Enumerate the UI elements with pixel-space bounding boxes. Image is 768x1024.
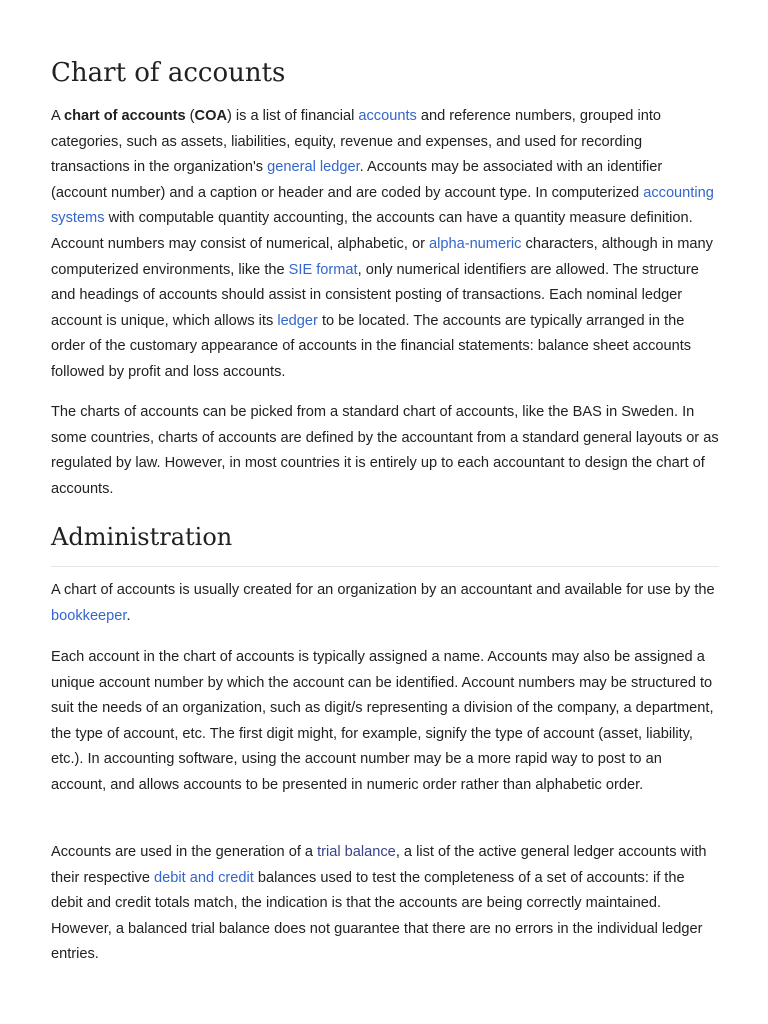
text-run: with computable quantity accounting, the accounts can have a quantity measure definition. Account numbers may consist of numerical, alphabetic, or xyxy=(51,210,693,252)
link-accounts[interactable]: accounts xyxy=(358,108,417,124)
text-run: A xyxy=(51,108,64,124)
text-run: A chart of accounts is usually created for an organization by an accountant and available for use by the xyxy=(51,582,715,598)
paragraph-bas: The charts of accounts can be picked from a standard chart of accounts, like the BAS in Sweden. In some countries, charts of accounts are defined by the accountant from a standard general layouts or as regulated by law. However, in most countries it is entirely up to each accountant to design the chart of accounts. xyxy=(51,404,719,497)
text-run: and reference numbers, grouped into categories, such as assets, liabilities, equity, revenue and expenses, and used for recording transactions in the organization's xyxy=(51,108,662,176)
link-general-ledger[interactable]: general ledger xyxy=(267,159,360,176)
text-run: ) is a list of financial xyxy=(226,108,359,124)
link-alpha-numeric[interactable]: alpha-numeric xyxy=(429,235,522,252)
text-run: . Accounts may be associated with an identifier (account number) and a caption or header and are coded by account type. In computerized xyxy=(51,159,663,201)
text-run: to be located. The accounts are typically arranged in the order of the customary appearance of accounts in the financial statements: balance sheet accounts followed by profit and loss accounts. xyxy=(51,312,692,380)
section-divider xyxy=(51,566,719,567)
text-run: Accounts are used in the generation of a xyxy=(51,844,318,860)
page-title: Chart of accounts xyxy=(51,58,286,88)
link-bookkeeper[interactable]: bookkeeper xyxy=(51,607,127,624)
link-trial-balance[interactable]: trial balance xyxy=(317,844,396,860)
paragraph-admin-2: Each account in the chart of accounts is typically assigned a name. Accounts may also be assigned a unique account number by which the account can be identified. Account numbers may be structured to suit the needs of an organization, such as digit/s representing a division of the company, a department, the type of account, etc. The first digit might, for example, signify the type of account (asset, liability, etc.). In accounting software, using the account number may be a more rapid way to post to an account, and allows accounts to be presented in numeric order rather than alphabetic order. xyxy=(51,649,714,793)
text-run: . xyxy=(126,607,131,624)
paragraph-admin-1 xyxy=(51,578,719,629)
link-sie-format[interactable]: SIE format xyxy=(288,261,358,278)
term-coa: COA xyxy=(194,108,227,124)
link-accounting-systems[interactable]: accounting systems xyxy=(51,184,714,227)
text-run: characters, although in many computerized environments, like the xyxy=(51,235,713,278)
link-ledger[interactable]: ledger xyxy=(277,312,318,329)
text-run: balances used to test the completeness of a set of accounts: if the debit and credit totals match, the indication is that the accounts are being correctly maintained. However, a balanced trial balance does not guarantee that there are no errors in the individual ledger entries. xyxy=(51,869,703,963)
text-run: , only numerical identifiers are allowed. The structure and headings of accounts should assist in consistent posting of transactions. Each nominal ledger account is unique, which allows its xyxy=(51,261,699,329)
text-run: , a list of the active general ledger accounts with their respective xyxy=(51,844,707,886)
term-chart-of-accounts: chart of accounts xyxy=(63,108,186,124)
link-debit-and-credit[interactable]: debit and credit xyxy=(154,869,254,886)
intro-paragraph xyxy=(51,104,719,386)
section-heading-administration: Administration xyxy=(51,523,233,551)
text-run: ( xyxy=(185,108,195,124)
paragraph-admin-3 xyxy=(51,840,719,968)
